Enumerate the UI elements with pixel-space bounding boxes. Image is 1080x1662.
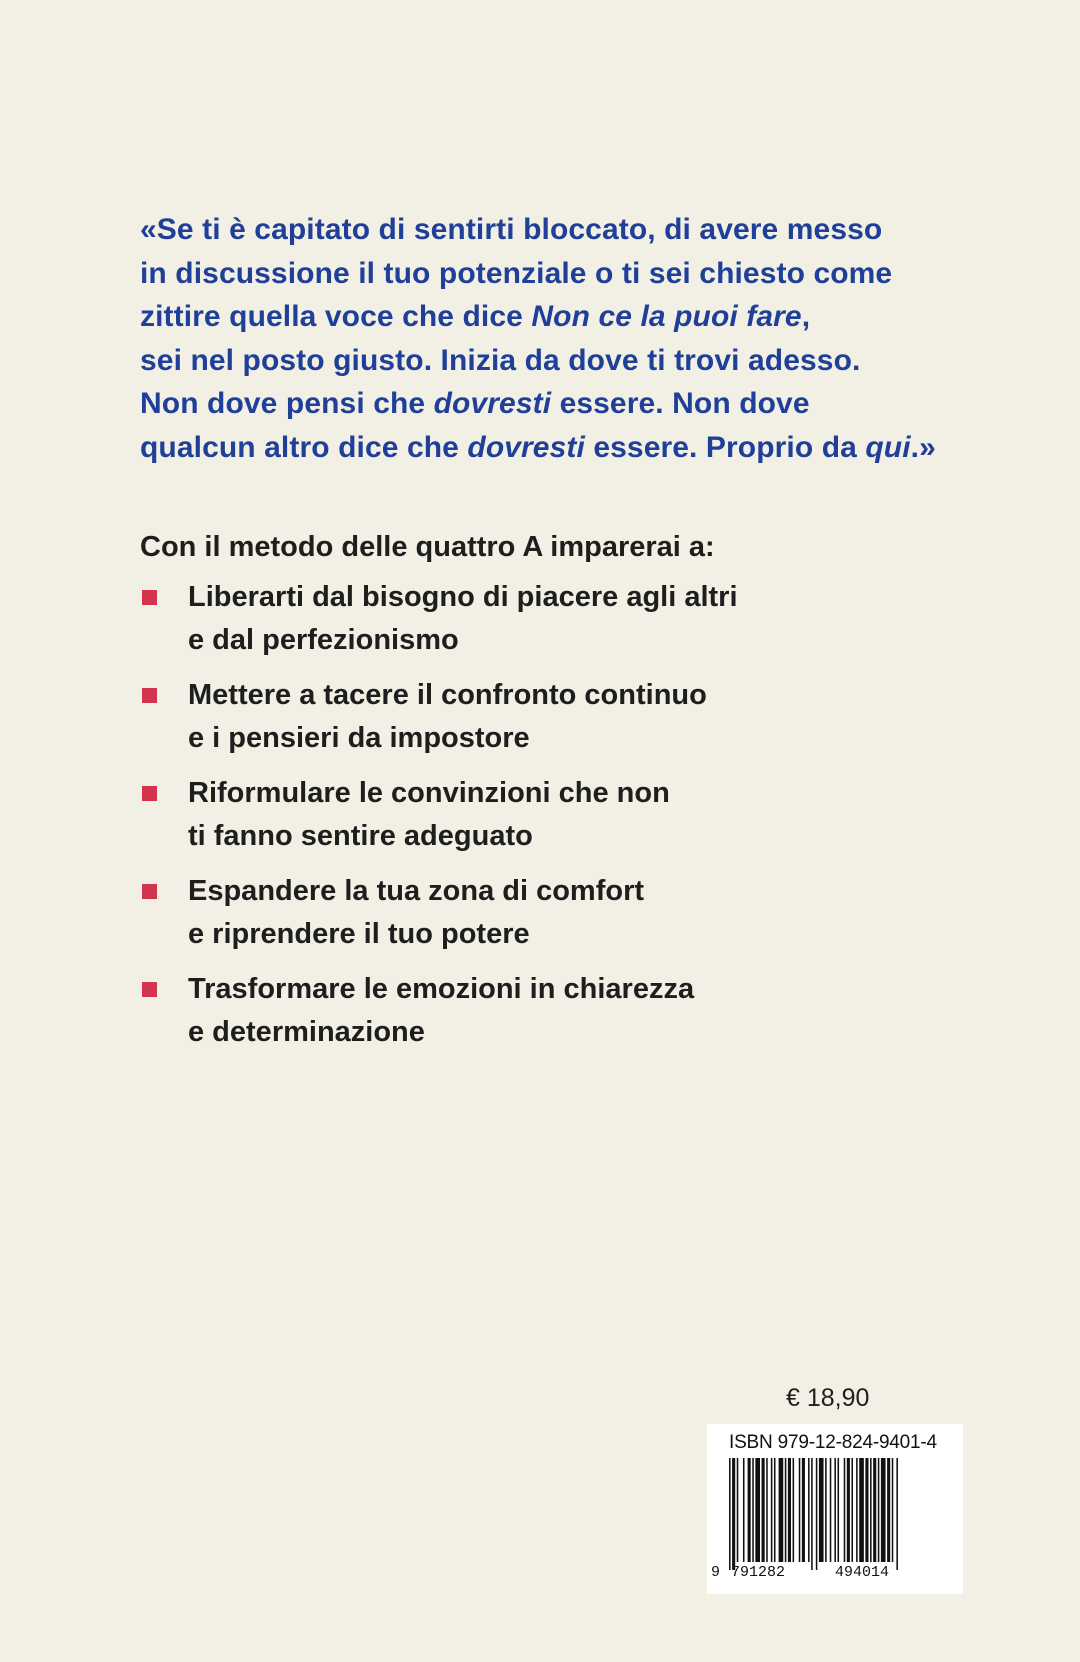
price: € 18,90	[786, 1384, 870, 1412]
feature-text: Trasformare le emozioni in chiarezza	[188, 973, 695, 1005]
feature-item	[140, 968, 1000, 1054]
quote-emphasis: Non ce la puoi fare	[531, 300, 802, 333]
features-intro: Con il metodo delle quattro A imparerai a:	[140, 531, 715, 563]
quote-text: ,	[801, 300, 811, 333]
feature-item	[140, 870, 1000, 956]
feature-text: e dal perfezionismo	[188, 624, 459, 656]
feature-text: Mettere a tacere il confronto continuo	[188, 679, 707, 711]
quote-line	[140, 426, 1000, 470]
back-cover-quote	[140, 208, 1000, 469]
quote-text: «Se ti è capitato di sentirti bloccato, di avere messo	[140, 213, 883, 246]
feature-text: e i pensieri da impostore	[188, 722, 530, 754]
barcode-digit-first: 9	[711, 1564, 721, 1581]
quote-line	[140, 382, 1000, 426]
quote-emphasis: dovresti	[467, 430, 585, 464]
feature-text: Riformulare le convinzioni che non	[188, 777, 670, 809]
quote-line	[140, 339, 1000, 383]
square-bullet-icon	[142, 884, 157, 899]
quote-text: sei nel posto giusto. Inizia da dove ti trovi adesso.	[140, 343, 861, 377]
barcode-box	[707, 1424, 963, 1594]
quote-line	[140, 208, 1000, 252]
barcode-digits-left: 791282	[731, 1564, 786, 1581]
quote-line	[140, 295, 1000, 339]
square-bullet-icon	[142, 688, 157, 703]
quote-text: Non dove pensi che	[140, 387, 434, 420]
feature-text: e riprendere il tuo potere	[188, 918, 530, 950]
feature-text: ti fanno sentire adeguato	[188, 820, 533, 852]
feature-item	[140, 772, 1000, 858]
quote-text: essere. Non dove	[551, 387, 810, 420]
quote-text: qualcun altro dice che	[140, 430, 468, 464]
quote-emphasis: dovresti	[433, 387, 552, 420]
quote-emphasis: qui	[865, 430, 911, 464]
square-bullet-icon	[142, 590, 157, 605]
feature-item	[140, 674, 1000, 760]
square-bullet-icon	[142, 786, 157, 801]
quote-text: in discussione il tuo potenziale o ti sei chiesto come	[140, 256, 893, 290]
barcode-digits-right: 494014	[835, 1564, 890, 1581]
quote-text: zittire quella voce che dice	[140, 300, 532, 333]
feature-text: e determinazione	[188, 1016, 425, 1048]
quote-text: .»	[910, 430, 936, 464]
square-bullet-icon	[142, 982, 157, 997]
feature-text: Liberarti dal bisogno di piacere agli altri	[188, 581, 738, 613]
features-section	[140, 526, 1000, 1066]
feature-item	[140, 576, 1000, 662]
quote-line	[140, 252, 1000, 296]
feature-list	[140, 576, 1000, 1054]
isbn-label: ISBN 979-12-824-9401-4	[729, 1432, 937, 1453]
quote-text: essere. Proprio da	[584, 430, 866, 464]
feature-text: Espandere la tua zona di comfort	[188, 875, 645, 907]
